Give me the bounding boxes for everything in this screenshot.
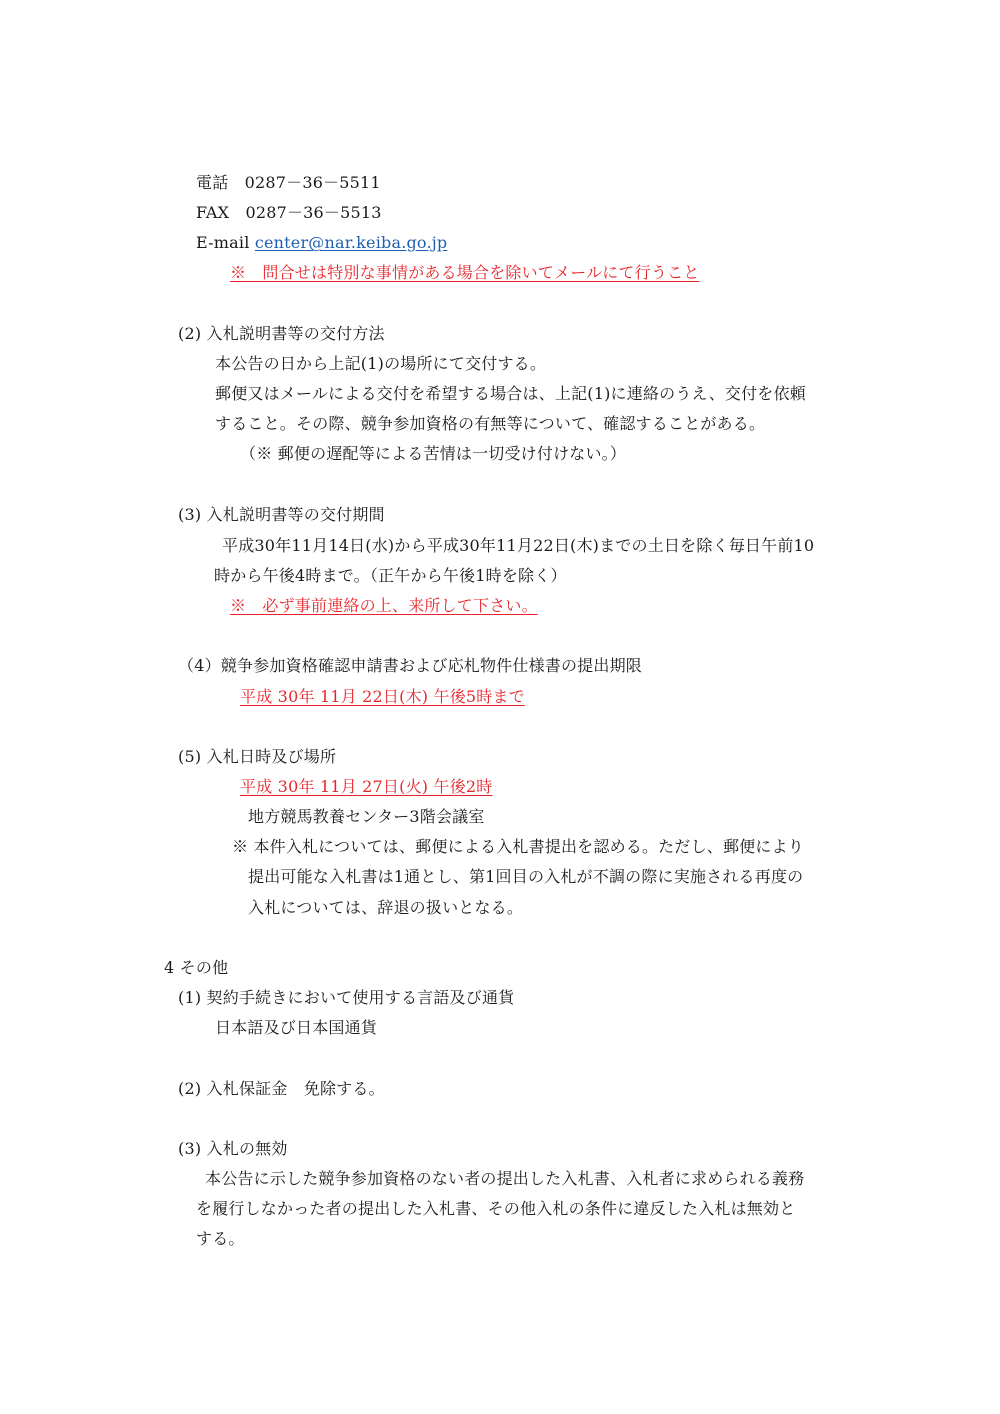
section5-place: 地方競馬教養センター3階会議室 <box>248 807 485 826</box>
contact-note: ※ 問合せは特別な事情がある場合を除いてメールにて行うこと <box>230 263 700 282</box>
other-item3-line2: を履行しなかった者の提出した入札書、その他入札の条件に違反した入札は無効と <box>196 1199 796 1218</box>
contact-email-link[interactable]: center@nar.keiba.go.jp <box>254 233 448 252</box>
section2-line1: 本公告の日から上記(1)の場所にて交付する。 <box>215 354 547 373</box>
section4-deadline: 平成 30年 11月 22日(木) 午後5時まで <box>240 687 525 706</box>
contact-email-label: E-mail <box>196 233 255 252</box>
section4-heading: （4）競争参加資格確認申請書および応札物件仕様書の提出期限 <box>178 656 642 675</box>
section5-datetime: 平成 30年 11月 27日(火) 午後2時 <box>240 777 493 796</box>
section5-note3: 入札については、辞退の扱いとなる。 <box>248 898 524 917</box>
other-item1-body: 日本語及び日本国通貨 <box>215 1018 378 1037</box>
contact-phone: 電話 0287－36－5511 <box>196 173 381 192</box>
section3-line1: 平成30年11月14日(水)から平成30年11月22日(木)までの土日を除く毎日午前10 <box>222 536 815 555</box>
section5-note1: ※ 本件入札については、郵便による入札書提出を認める。ただし、郵便により <box>232 837 804 856</box>
other-item3-heading: (3) 入札の無効 <box>178 1139 288 1158</box>
section2-line2: 郵便又はメールによる交付を希望する場合は、上記(1)に連絡のうえ、交付を依頼 <box>215 384 806 403</box>
section2-line3: すること。その際、競争参加資格の有無等について、確認することがある。 <box>215 414 766 433</box>
section3-note: ※ 必ず事前連絡の上、来所して下さい。 <box>230 596 538 615</box>
section3-heading: (3) 入札説明書等の交付期間 <box>178 505 385 524</box>
other-item2: (2) 入札保証金 免除する。 <box>178 1079 385 1098</box>
contact-email-row <box>196 233 447 253</box>
section5-heading: (5) 入札日時及び場所 <box>178 747 337 766</box>
other-item1-heading: (1) 契約手続きにおいて使用する言語及び通貨 <box>178 988 515 1007</box>
other-item3-line1: 本公告に示した競争参加資格のない者の提出した入札書、入札者に求められる義務 <box>205 1169 805 1188</box>
section2-heading: (2) 入札説明書等の交付方法 <box>178 324 385 343</box>
contact-fax: FAX 0287－36－5513 <box>196 203 382 222</box>
other-item3-line3: する。 <box>196 1229 245 1248</box>
section2-line4: （※ 郵便の遅配等による苦情は一切受け付けない。） <box>240 444 627 463</box>
section5-note2: 提出可能な入札書は1通とし、第1回目の入札が不調の際に実施される再度の <box>248 867 804 886</box>
other-heading: 4 その他 <box>164 958 229 977</box>
section3-line2: 時から午後4時まで。（正午から午後1時を除く） <box>214 566 567 585</box>
